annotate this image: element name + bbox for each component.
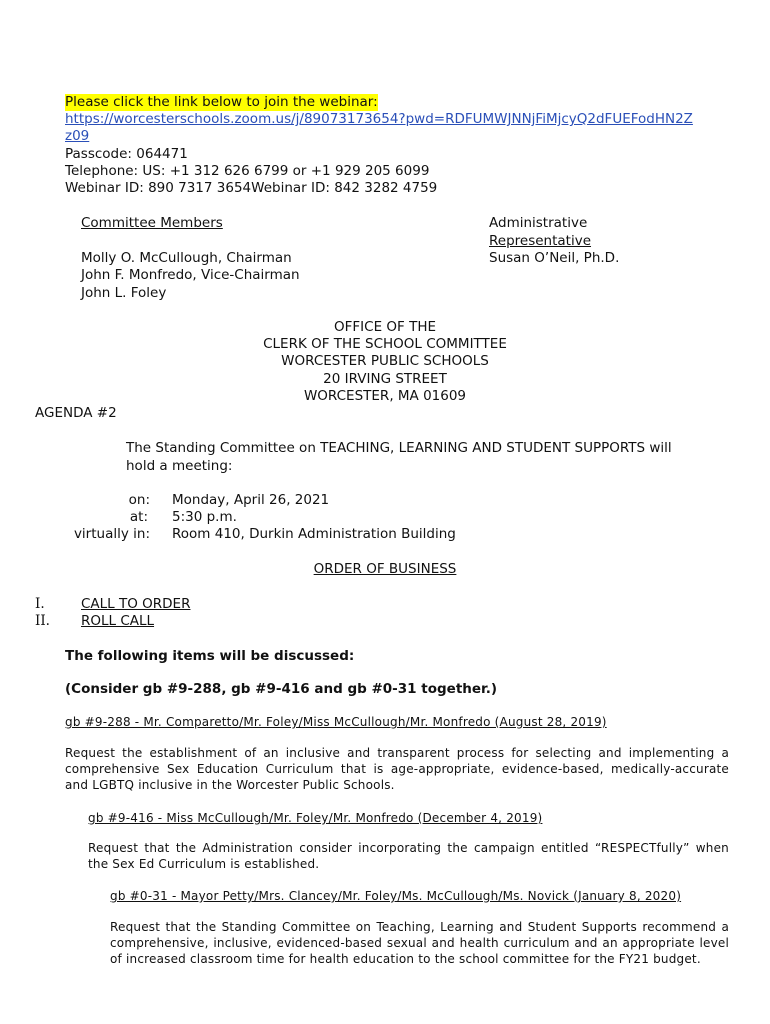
meeting-description: The Standing Committee on TEACHING, LEARNING AND STUDENT SUPPORTS will [126,440,672,456]
admin-heading: Administrative [489,215,588,231]
order-item-call-to-order: CALL TO ORDER [81,596,191,612]
item-title: gb #9-416 - Miss McCullough/Mr. Foley/Mr. Monfredo (December 4, 2019) [88,811,543,825]
office-line: CLERK OF THE SCHOOL COMMITTEE [263,336,507,352]
discussion-heading: The following items will be discussed: [65,648,355,664]
item-title: gb #9-288 - Mr. Comparetto/Mr. Foley/Miss McCullough/Mr. Monfredo (August 28, 2019) [65,715,607,729]
committee-member: John L. Foley [81,285,167,301]
admin-heading-representative: Representative [489,233,592,249]
item-body: Request that the Standing Committee on Teaching, Learning and Student Supports recommend a comprehensive, inclusive, evidenced-based sexual and health curriculum and an appropriate level of increased classroom time for health education to the school committee for the FY21 budget. [110,920,729,966]
item-title: gb #0-31 - Mayor Petty/Mrs. Clancey/Mr. Foley/Ms. McCullough/Ms. Novick (January 8, 2020) [110,889,682,903]
at-label: at: [129,509,148,525]
office-line: WORCESTER, MA 01609 [303,388,467,404]
order-item-number: I. [35,596,45,612]
in-label: virtually in: [73,526,150,542]
item-body: Request the establishment of an inclusive and transparent process for selecting and implementing a comprehensive Sex Education Curriculum that is age-appropriate, evidence-based, medically-accurate and LGBTQ inclusive in the Worcester Public Schools. [65,746,729,792]
agenda-number: AGENDA #2 [35,405,117,421]
order-item-roll-call: ROLL CALL [81,613,155,629]
item-body: Request that the Administration consider incorporating the campaign entitled “RESPECTfully” when the Sex Ed Curriculum is established. [88,841,729,871]
webinar-link[interactable]: https://worcesterschools.zoom.us/j/89073173654?pwd=RDFUMWJNNjFiMjcyQ2dFUEFodHN2Z [65,111,693,127]
office-line: WORCESTER PUBLIC SCHOOLS [281,353,489,369]
meeting-date: Monday, April 26, 2021 [172,492,330,508]
telephone: Telephone: US: +1 312 626 6799 or +1 929 205 6099 [65,163,430,179]
office-line: 20 IRVING STREET [323,371,447,387]
order-item-number: II. [35,613,50,629]
passcode: Passcode: 064471 [65,146,188,162]
office-line: OFFICE OF THE [334,319,436,335]
committee-member: John F. Monfredo, Vice-Chairman [81,267,300,283]
admin-name: Susan O’Neil, Ph.D. [489,250,620,266]
order-heading: ORDER OF BUSINESS [313,561,457,577]
committee-heading: Committee Members [81,215,223,231]
webinar-intro: Please click the link below to join the webinar: [65,94,378,110]
meeting-description-continued: hold a meeting: [126,458,233,474]
webinar-id: Webinar ID: 890 7317 3654Webinar ID: 842 3282 4759 [65,180,438,196]
on-label: on: [128,492,150,508]
meeting-time: 5:30 p.m. [172,509,237,525]
webinar-link-continued[interactable]: z09 [65,128,90,144]
committee-member: Molly O. McCullough, Chairman [81,250,292,266]
consider-together: (Consider gb #9-288, gb #9-416 and gb #0-31 together.) [65,681,498,697]
meeting-location: Room 410, Durkin Administration Building [172,526,456,542]
